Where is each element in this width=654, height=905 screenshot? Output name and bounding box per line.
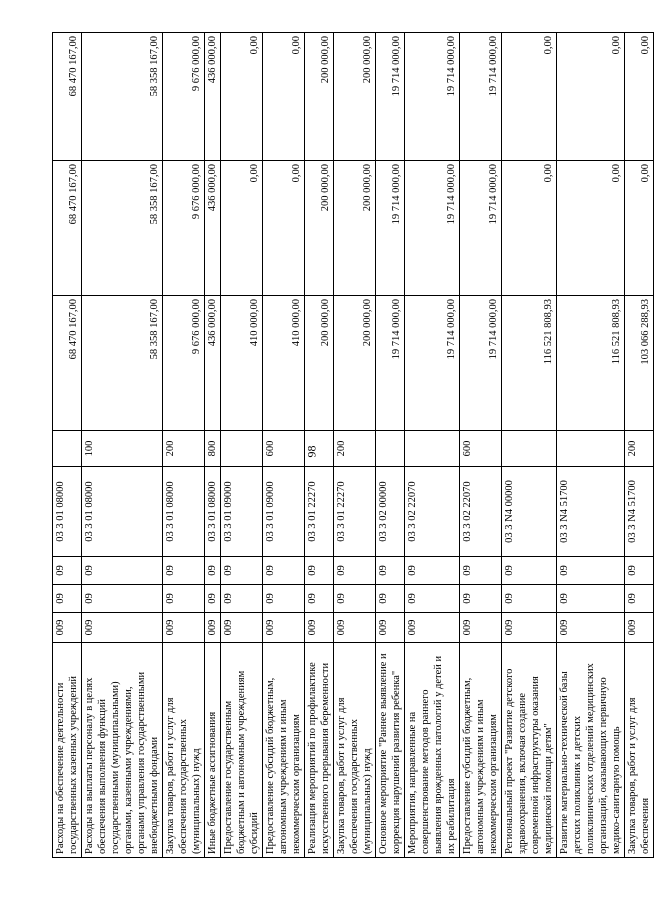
amount-year1-cell: 103 066 288,93 [625,296,654,431]
target-article-cell: 03 3 01 22270 [305,467,334,557]
amount-year3-cell: 436 000,00 [205,33,221,161]
amount-year1-cell: 410 000,00 [263,296,305,431]
expense-type-cell: 800 [205,431,221,467]
amount-year1-cell: 19 714 000,00 [376,296,405,431]
target-article-cell: 03 3 01 08000 [53,467,82,557]
amount-year3-cell: 0,00 [502,33,557,161]
subsection-code-cell: 09 [376,557,405,585]
expense-type-cell: 200 [334,431,376,467]
expense-type-cell: 100 [82,431,163,467]
ved-code-cell: 009 [405,613,460,643]
expense-type-cell: 600 [460,431,502,467]
amount-year1-cell: 68 470 167,00 [53,296,82,431]
table-row [263,33,305,858]
target-article-cell: 03 3 01 09000 [221,467,263,557]
row-name-cell: Предоставление субсидий бюджетным, автономным учреждениям и иным некоммерческим организациям [460,643,502,858]
amount-year3-cell: 0,00 [263,33,305,161]
amount-year1-cell: 19 714 000,00 [405,296,460,431]
row-name-cell: Иные бюджетные ассигнования [205,643,221,858]
amount-year1-cell: 436 000,00 [205,296,221,431]
expense-type-cell [221,431,263,467]
amount-year1-cell: 410 000,00 [221,296,263,431]
amount-year2-cell: 19 714 000,00 [376,161,405,296]
amount-year3-cell: 19 714 000,00 [460,33,502,161]
table-row [163,33,205,858]
target-article-cell: 03 3 01 08000 [205,467,221,557]
row-name-cell: Закупка товаров, работ и услуг для обеспечения государственных (муниципальных) нужд [163,643,205,858]
rotated-table-area [52,33,651,858]
amount-year3-cell: 9 676 000,00 [163,33,205,161]
amount-year2-cell: 68 470 167,00 [53,161,82,296]
row-name-cell: Расходы на обеспечение деятельности государственных казенных учреждений [53,643,82,858]
ved-code-cell: 009 [221,613,263,643]
expense-type-cell: 600 [263,431,305,467]
table-row [625,33,654,858]
budget-table [52,32,654,858]
subsection-code-cell: 09 [221,557,263,585]
amount-year1-cell: 58 358 167,00 [82,296,163,431]
subsection-code-cell: 09 [82,557,163,585]
amount-year1-cell: 19 714 000,00 [460,296,502,431]
expense-type-cell: 200 [163,431,205,467]
amount-year2-cell: 0,00 [263,161,305,296]
ved-code-cell: 009 [502,613,557,643]
row-name-cell: Закупка товаров, работ и услуг для обеспечения [625,643,654,858]
ved-code-cell: 009 [557,613,625,643]
amount-year2-cell: 9 676 000,00 [163,161,205,296]
subsection-code-cell: 09 [625,557,654,585]
ved-code-cell: 009 [305,613,334,643]
table-row [376,33,405,858]
amount-year2-cell: 200 000,00 [334,161,376,296]
amount-year1-cell: 116 521 808,93 [502,296,557,431]
table-body [53,33,654,858]
table-row [305,33,334,858]
subsection-code-cell: 09 [557,557,625,585]
expense-type-cell [376,431,405,467]
ved-code-cell: 009 [163,613,205,643]
target-article-cell: 03 3 01 09000 [263,467,305,557]
subsection-code-cell: 09 [53,557,82,585]
amount-year2-cell: 58 358 167,00 [82,161,163,296]
amount-year2-cell: 0,00 [221,161,263,296]
target-article-cell: 03 3 01 08000 [82,467,163,557]
ved-code-cell: 009 [82,613,163,643]
amount-year3-cell: 0,00 [625,33,654,161]
amount-year2-cell: 0,00 [625,161,654,296]
subsection-code-cell: 09 [502,557,557,585]
section-code-cell: 09 [557,585,625,613]
amount-year3-cell: 0,00 [221,33,263,161]
amount-year2-cell: 0,00 [502,161,557,296]
row-name-cell: Основное мероприятие "Раннее выявление и коррекция нарушений развития ребенка" [376,643,405,858]
amount-year2-cell: 19 714 000,00 [460,161,502,296]
section-code-cell: 09 [376,585,405,613]
target-article-cell: 03 3 N4 00000 [502,467,557,557]
row-name-cell: Развитие материально-технической базы детских поликлиник и детских поликлинических отделений медицинских организаций, оказывающих первичную медико-санитарную помощь [557,643,625,858]
amount-year2-cell: 436 000,00 [205,161,221,296]
amount-year3-cell: 19 714 000,00 [405,33,460,161]
table-row [205,33,221,858]
amount-year2-cell: 200 000,00 [305,161,334,296]
amount-year3-cell: 0,00 [557,33,625,161]
ved-code-cell: 009 [625,613,654,643]
expense-type-cell [305,431,334,467]
subsection-code-cell: 09 [205,557,221,585]
target-article-cell: 03 3 01 22270 [334,467,376,557]
ved-code-cell: 009 [334,613,376,643]
target-article-cell: 03 3 02 22070 [460,467,502,557]
target-article-cell: 03 3 N4 51700 [625,467,654,557]
target-article-cell: 03 3 02 00000 [376,467,405,557]
section-code-cell: 09 [263,585,305,613]
table-row [460,33,502,858]
section-code-cell: 09 [305,585,334,613]
target-article-cell: 03 3 02 22070 [405,467,460,557]
expense-type-cell [502,431,557,467]
subsection-code-cell: 09 [263,557,305,585]
table-row [502,33,557,858]
page-number: 98 [304,445,319,458]
table-row [53,33,82,858]
section-code-cell: 09 [334,585,376,613]
expense-type-cell [53,431,82,467]
ved-code-cell: 009 [460,613,502,643]
ved-code-cell: 009 [376,613,405,643]
section-code-cell: 09 [405,585,460,613]
amount-year2-cell: 0,00 [557,161,625,296]
table-row [405,33,460,858]
row-name-cell: Закупка товаров, работ и услуг для обеспечения государственных (муниципальных) нужд [334,643,376,858]
subsection-code-cell: 09 [460,557,502,585]
expense-type-cell: 200 [625,431,654,467]
amount-year1-cell: 200 000,00 [305,296,334,431]
row-name-cell: Мероприятия, направленные на совершенствование методов раннего выявления врожденных патологий у детей и их реабилитация [405,643,460,858]
amount-year2-cell: 19 714 000,00 [405,161,460,296]
subsection-code-cell: 09 [334,557,376,585]
section-code-cell: 09 [82,585,163,613]
subsection-code-cell: 09 [305,557,334,585]
section-code-cell: 09 [625,585,654,613]
table-row [82,33,163,858]
amount-year3-cell: 68 470 167,00 [53,33,82,161]
row-name-cell: Предоставление государственным бюджетным и автономным учреждениям субсидий [221,643,263,858]
table-row [221,33,263,858]
section-code-cell: 09 [460,585,502,613]
amount-year3-cell: 200 000,00 [334,33,376,161]
amount-year1-cell: 200 000,00 [334,296,376,431]
section-code-cell: 09 [502,585,557,613]
amount-year1-cell: 9 676 000,00 [163,296,205,431]
section-code-cell: 09 [205,585,221,613]
row-name-cell: Предоставление субсидий бюджетным, автономным учреждениям и иным некоммерческим организациям [263,643,305,858]
amount-year1-cell: 116 521 808,93 [557,296,625,431]
target-article-cell: 03 3 01 08000 [163,467,205,557]
amount-year3-cell: 58 358 167,00 [82,33,163,161]
section-code-cell: 09 [163,585,205,613]
subsection-code-cell: 09 [163,557,205,585]
target-article-cell: 03 3 N4 51700 [557,467,625,557]
amount-year3-cell: 200 000,00 [305,33,334,161]
row-name-cell: Расходы на выплаты персоналу в целях обеспечения выполнения функций государственными (муниципальными) органами, казенными учреждениями, органами управления государственными внебюджетными фондами [82,643,163,858]
ved-code-cell: 009 [53,613,82,643]
row-name-cell: Региональный проект "Развитие детского здравоохранения, включая создание современной инфраструктуры оказания медицинской помощи детям" [502,643,557,858]
section-code-cell: 09 [53,585,82,613]
expense-type-cell [405,431,460,467]
expense-type-cell [557,431,625,467]
section-code-cell: 09 [221,585,263,613]
table-row [334,33,376,858]
subsection-code-cell: 09 [405,557,460,585]
row-name-cell: Реализация мероприятий по профилактике искусственного прерывания беременности [305,643,334,858]
ved-code-cell: 009 [205,613,221,643]
table-row [557,33,625,858]
amount-year3-cell: 19 714 000,00 [376,33,405,161]
ved-code-cell: 009 [263,613,305,643]
